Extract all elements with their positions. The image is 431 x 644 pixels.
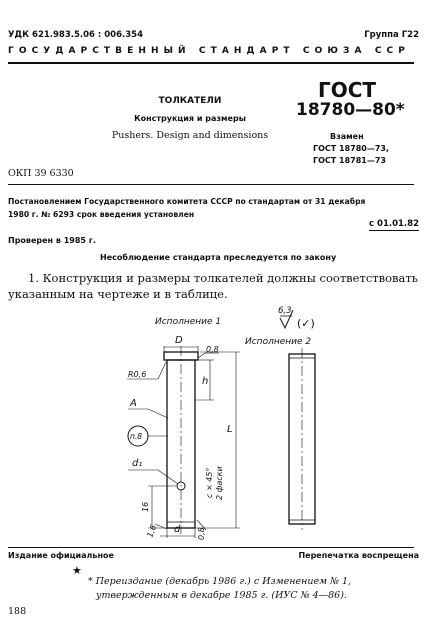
star-icon: ★ (72, 564, 82, 577)
decree-line-2: 1980 г. № 6293 срок введения установлен (8, 210, 195, 219)
dim-L-label: L (227, 424, 233, 435)
group-code: Группа Г22 (364, 30, 419, 40)
chamfer-size-label: c × 45° (205, 467, 214, 498)
reprint-prohibited: Перепечатка воспрещена (298, 551, 419, 560)
council-header: ГОСУДАРСТВЕННЫЙ СТАНДАРТ СОЮЗА ССР (8, 46, 410, 56)
title-ru: ТОЛКАТЕЛИ (158, 96, 222, 106)
radius-top-label: 0,8 (206, 345, 219, 354)
law-warning: Несоблюдение стандарта преследуется по закону (100, 253, 337, 262)
variant-2-label: Исполнение 2 (245, 337, 312, 347)
paragraph-line-2: указанным на чертеже и в таблице. (8, 287, 228, 301)
title-rule (8, 184, 414, 185)
paragraph-line-1: 1. Конструкция и размеры толкателей должны соответствовать (28, 271, 418, 285)
roughness-paren-icon: (✓) (297, 317, 315, 330)
variant-2-part (289, 348, 315, 530)
dim-16-label: 16 (141, 501, 150, 512)
radius-R-label: R0,6 (128, 370, 147, 379)
dim-1-6-label: 1,6 (145, 523, 159, 539)
okp-code: ОКП 39 6330 (8, 168, 74, 179)
gost-number: 18780—80* (296, 100, 405, 120)
subtitle-ru: Конструкция и размеры (134, 114, 246, 123)
variant-1-label: Исполнение 1 (155, 317, 222, 327)
page-number: 188 (8, 606, 27, 617)
effective-date: с 01.01.82 (369, 219, 419, 229)
radius-bottom-label: 0,8 (197, 527, 206, 540)
dim-d-label: d (174, 524, 181, 535)
dim-D-label: D (175, 335, 183, 346)
dim-h-label: h (202, 376, 209, 387)
decree-line-1: Постановлением Государственного комитета СССР по стандартам от 31 декабря (8, 197, 366, 206)
reissue-note-1: * Переиздание (декабрь 1986 г.) с Изменением № 1, (88, 576, 352, 587)
header-rule (8, 62, 414, 64)
udk-code: УДК 621.983.5.06 : 006.354 (8, 30, 143, 40)
replaces-first: ГОСТ 18780—73, (313, 144, 390, 153)
variant-1-part (164, 346, 198, 534)
footer-rule (8, 547, 414, 548)
title-en: Pushers. Design and dimensions (111, 130, 269, 141)
replaces-label: Взамен (330, 132, 364, 141)
view-A-label: A (130, 398, 137, 409)
clause-ref-label: п.8 (130, 432, 143, 441)
chamfer-count-label: 2 фаски (215, 466, 224, 500)
replaces-second: ГОСТ 18781—73 (313, 156, 386, 165)
pusher-drawing (0, 300, 431, 545)
checked-note: Проверен в 1985 г. (8, 236, 96, 245)
reissue-note-2: утвержденным в декабре 1985 г. (ИУС № 4—86). (96, 590, 347, 601)
roughness-value: 6,3 (278, 306, 292, 316)
dim-d1-label: d₁ (132, 458, 143, 469)
gost-label: ГОСТ (318, 78, 377, 102)
official-edition: Издание официальное (8, 551, 114, 560)
